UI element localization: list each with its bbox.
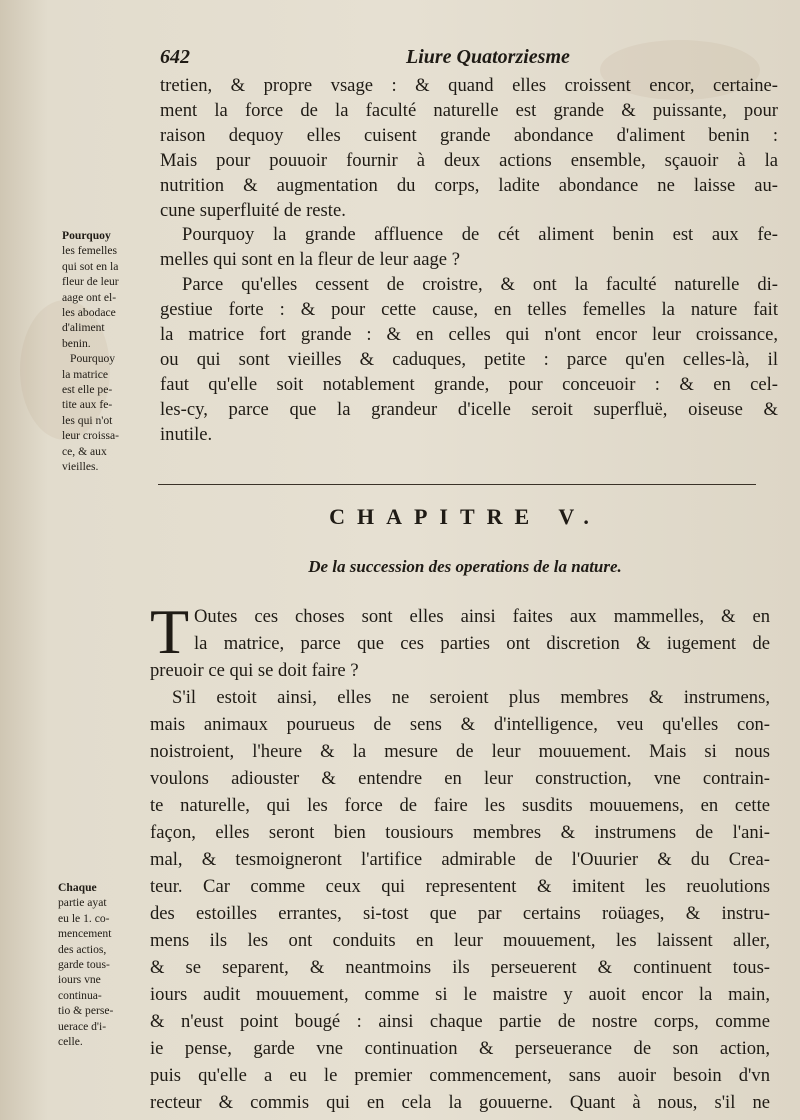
text-line: noistroient, l'heure & la mesure de leur mouuement. Mais si nous xyxy=(150,741,770,762)
margin-line: benin. xyxy=(62,336,91,350)
text-line: la matrice fort grande : & en celles qui n'ont encor leur croissance, xyxy=(160,324,778,346)
margin-line: d'aliment xyxy=(62,321,105,335)
margin-line: iours vne xyxy=(58,973,101,987)
margin-line: tio & perse- xyxy=(58,1004,114,1018)
answer-line: Parce qu'elles cessent de croistre, & ont la faculté naturelle di- xyxy=(182,274,778,296)
margin-line: eu le 1. co- xyxy=(58,911,110,925)
margin-line: ce, & aux xyxy=(62,444,107,458)
text-line: melles qui sont en la fleur de leur aage ? xyxy=(160,249,460,271)
question-line: Pourquoy la grande affluence de cét aliment benin est aux fe- xyxy=(182,224,778,246)
margin-line: des actios, xyxy=(58,942,107,956)
text-line: mais animaux pourueus de sens & d'intelligence, veu qu'elles con- xyxy=(150,714,770,735)
text-line: recteur & commis qui en cela la gouuerne. Quant à nous, s'il ne xyxy=(150,1092,770,1113)
horizontal-rule xyxy=(158,484,756,485)
margin-line: tite aux fe- xyxy=(62,398,113,412)
margin-line: qui sot en la xyxy=(62,259,119,273)
text-line: façon, elles seront bien tousiours membres & instrumens de l'ani- xyxy=(150,822,770,843)
margin-line: continua- xyxy=(58,988,102,1002)
text-line: mal, & tesmoigneront l'artifice admirable de l'Ouurier & du Crea- xyxy=(150,849,770,870)
margin-line: est elle pe- xyxy=(62,383,113,397)
page-number: 642 xyxy=(160,46,190,68)
text-line: iours audit mouuement, comme si le maistre y auoit encor la main, xyxy=(150,984,770,1005)
text-line: tretien, & propre vsage : & quand elles croissent encor, certaine- xyxy=(160,75,778,96)
margin-line: aage ont el- xyxy=(62,290,117,304)
chapter-title: CHAPITRE V. xyxy=(329,504,601,529)
margin-line: Pourquoy xyxy=(62,229,111,242)
text-line: cune superfluité de reste. xyxy=(160,199,346,221)
text-line: voulons adiouster & entendre en leur construction, vne contrain- xyxy=(150,768,770,789)
text-line: & n'eust point bougé : ainsi chaque partie de nostre corps, comme xyxy=(150,1011,770,1032)
margin-line: les qui n'ot xyxy=(62,413,113,427)
text-line: & se separent, & neantmoins ils perseuerent & continuent tous- xyxy=(150,957,770,978)
top-paragraph xyxy=(160,74,778,448)
page-header xyxy=(160,46,770,72)
margin-line: uerace d'i- xyxy=(58,1019,107,1033)
drop-cap: T xyxy=(150,596,190,667)
margin-note xyxy=(62,228,154,475)
text-line: puis qu'elle a eu le premier commencement, sans auoir besoin d'vn xyxy=(150,1065,770,1086)
text-line: raison dequoy elles cuisent grande abondance d'aliment benin : xyxy=(160,124,778,146)
margin-line: celle. xyxy=(58,1035,83,1049)
margin-line: la matrice xyxy=(62,367,109,381)
text-line: teur. Car comme ceux qui representent & imitent les reuolutions xyxy=(150,876,770,897)
text-line: ment la force de la faculté naturelle est grande & puissante, pour xyxy=(160,99,778,121)
text-line: mens ils les ont conduits en leur mouuement, les laissent aller, xyxy=(150,930,770,951)
text-line: des estoilles errantes, si-tost que par certains roüages, & instru- xyxy=(150,903,770,924)
margin-line: Pourquoy xyxy=(70,352,116,366)
margin-note xyxy=(58,880,140,1049)
text-line: inutile. xyxy=(160,423,213,445)
text-line: S'il estoit ainsi, elles ne seroient plus membres & instrumens, xyxy=(172,687,770,708)
margin-line: les abodace xyxy=(62,306,116,320)
text-line: ou qui sont vieilles & caduques, petite : parce qu'en celles-là, il xyxy=(160,348,778,370)
text-line: nutrition & augmentation du corps, ladite abondance ne laisse au- xyxy=(160,174,778,196)
margin-line: mencement xyxy=(58,927,112,941)
text-line: te naturelle, qui les force de faire les susdits mouuemens, en cette xyxy=(150,795,770,816)
text-line: preuoir ce qui se doit faire ? xyxy=(150,660,359,681)
text-line: faut qu'elle soit notablement grande, pour conceuoir : & en cel- xyxy=(160,373,778,395)
text-line: Mais pour pouuoir fournir à deux actions ensemble, sçauoir à la xyxy=(160,149,778,171)
text-line: Outes ces choses sont elles ainsi faites aux mammelles, & en xyxy=(194,606,770,627)
margin-line: partie ayat xyxy=(58,896,107,910)
text-line: ie pense, garde vne continuation & perseuerance de son action, xyxy=(150,1038,770,1059)
margin-line: vieilles. xyxy=(62,460,99,474)
margin-line: Chaque xyxy=(58,881,97,894)
text-line: gestiue forte : & pour cette cause, en telles femelles la nature fait xyxy=(160,299,778,321)
running-title: Liure Quatorziesme xyxy=(406,46,570,68)
chapter-body xyxy=(150,596,770,1116)
margin-line: les femelles xyxy=(62,244,118,258)
text-line: les-cy, parce que la grandeur d'icelle seroit superfluë, oiseuse & xyxy=(160,398,778,420)
chapter-subtitle: De la succession des operations de la nature. xyxy=(308,557,622,576)
margin-line: garde tous- xyxy=(58,958,110,972)
margin-line: fleur de leur xyxy=(62,275,119,289)
text-line: la matrice, parce que ces parties ont discretion & iugement de xyxy=(194,633,770,654)
margin-line: leur croissa- xyxy=(62,429,119,443)
